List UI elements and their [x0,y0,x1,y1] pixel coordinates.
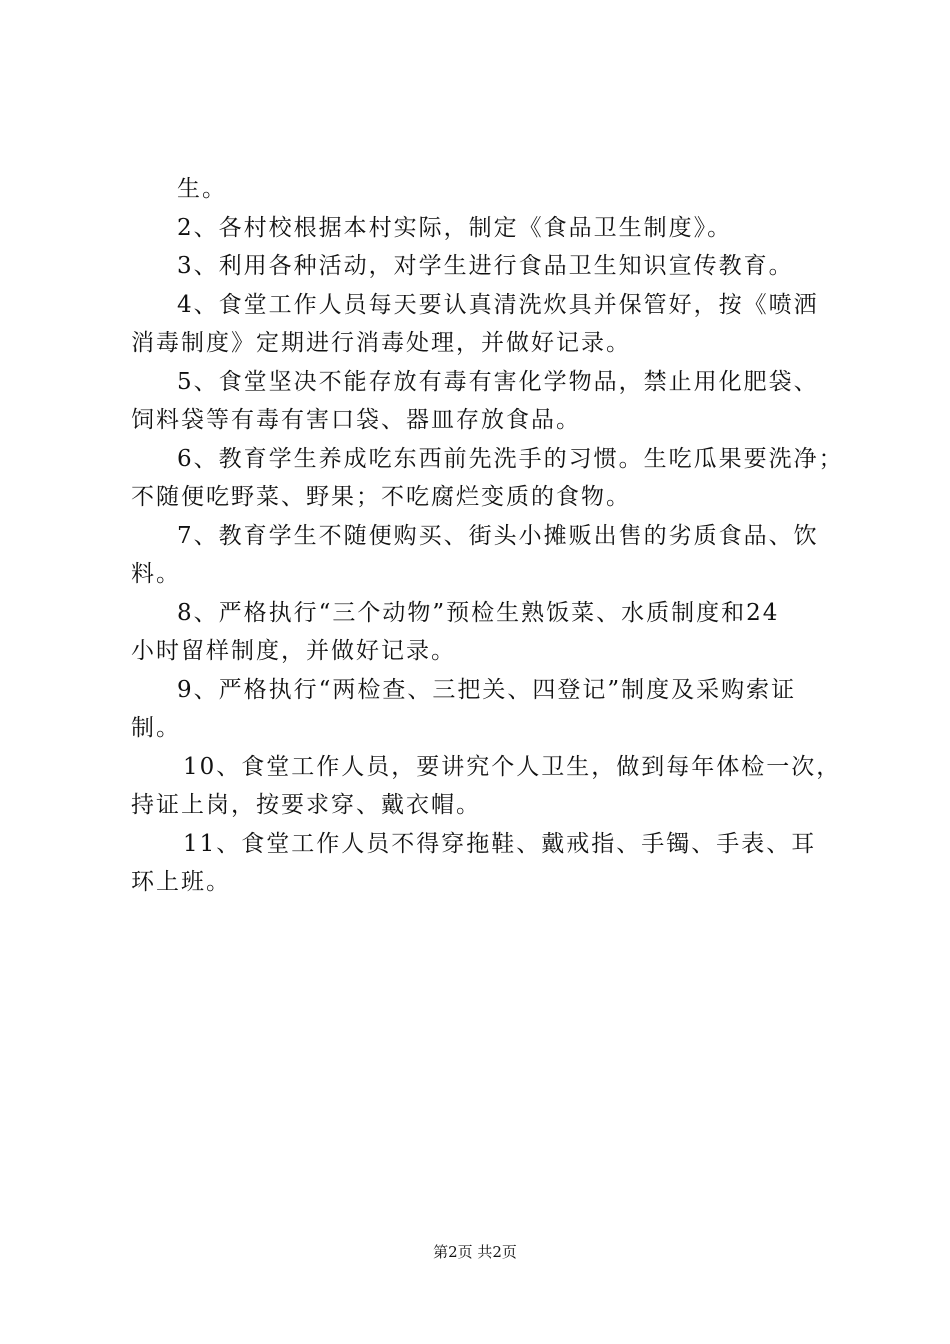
text-line: 持证上岗，按要求穿、戴衣帽。 [131,792,481,818]
text-line: 3、利用各种活动，对学生进行食品卫生知识宣传教育。 [177,253,794,279]
text-line: 5、食堂坚决不能存放有毒有害化学物品，禁止用化肥袋、 [177,368,819,395]
text-line: 11、食堂工作人员不得穿拖鞋、戴戒指、手镯、手表、耳 [183,830,817,857]
text-line: 饲料袋等有毒有害口袋、器皿存放食品。 [131,407,581,433]
text-line: 料。 [131,561,181,587]
text-line: 7、教育学生不随便购买、街头小摊贩出售的劣质食品、饮 [177,522,819,549]
text-line: 4、食堂工作人员每天要认真清洗炊具并保管好，按《喷洒 [177,291,819,318]
text-line: 8、严格执行“三个动物”预检生熟饭菜、水质制度和24 [177,599,780,626]
text-line: 9、严格执行“两检查、三把关、四登记”制度及采购索证 [177,676,797,703]
text-line: 6、教育学生养成吃东西前先洗手的习惯。生吃瓜果要洗净； [177,445,844,472]
text-line: 制。 [131,715,181,741]
text-line: 2、各村校根据本村实际，制定《食品卫生制度》。 [177,214,733,241]
text-line: 环上班。 [131,869,231,895]
text-line: 生。 [177,176,227,202]
text-line: 小时留样制度，并做好记录。 [131,638,456,664]
text-line: 消毒制度》定期进行消毒处理，并做好记录。 [131,330,631,356]
document-body [131,170,844,902]
page-number-footer: 第2页 共2页 [433,1243,517,1261]
text-line: 不随便吃野菜、野果；不吃腐烂变质的食物。 [131,484,631,510]
text-line: 10、食堂工作人员，要讲究个人卫生，做到每年体检一次， [183,753,842,780]
